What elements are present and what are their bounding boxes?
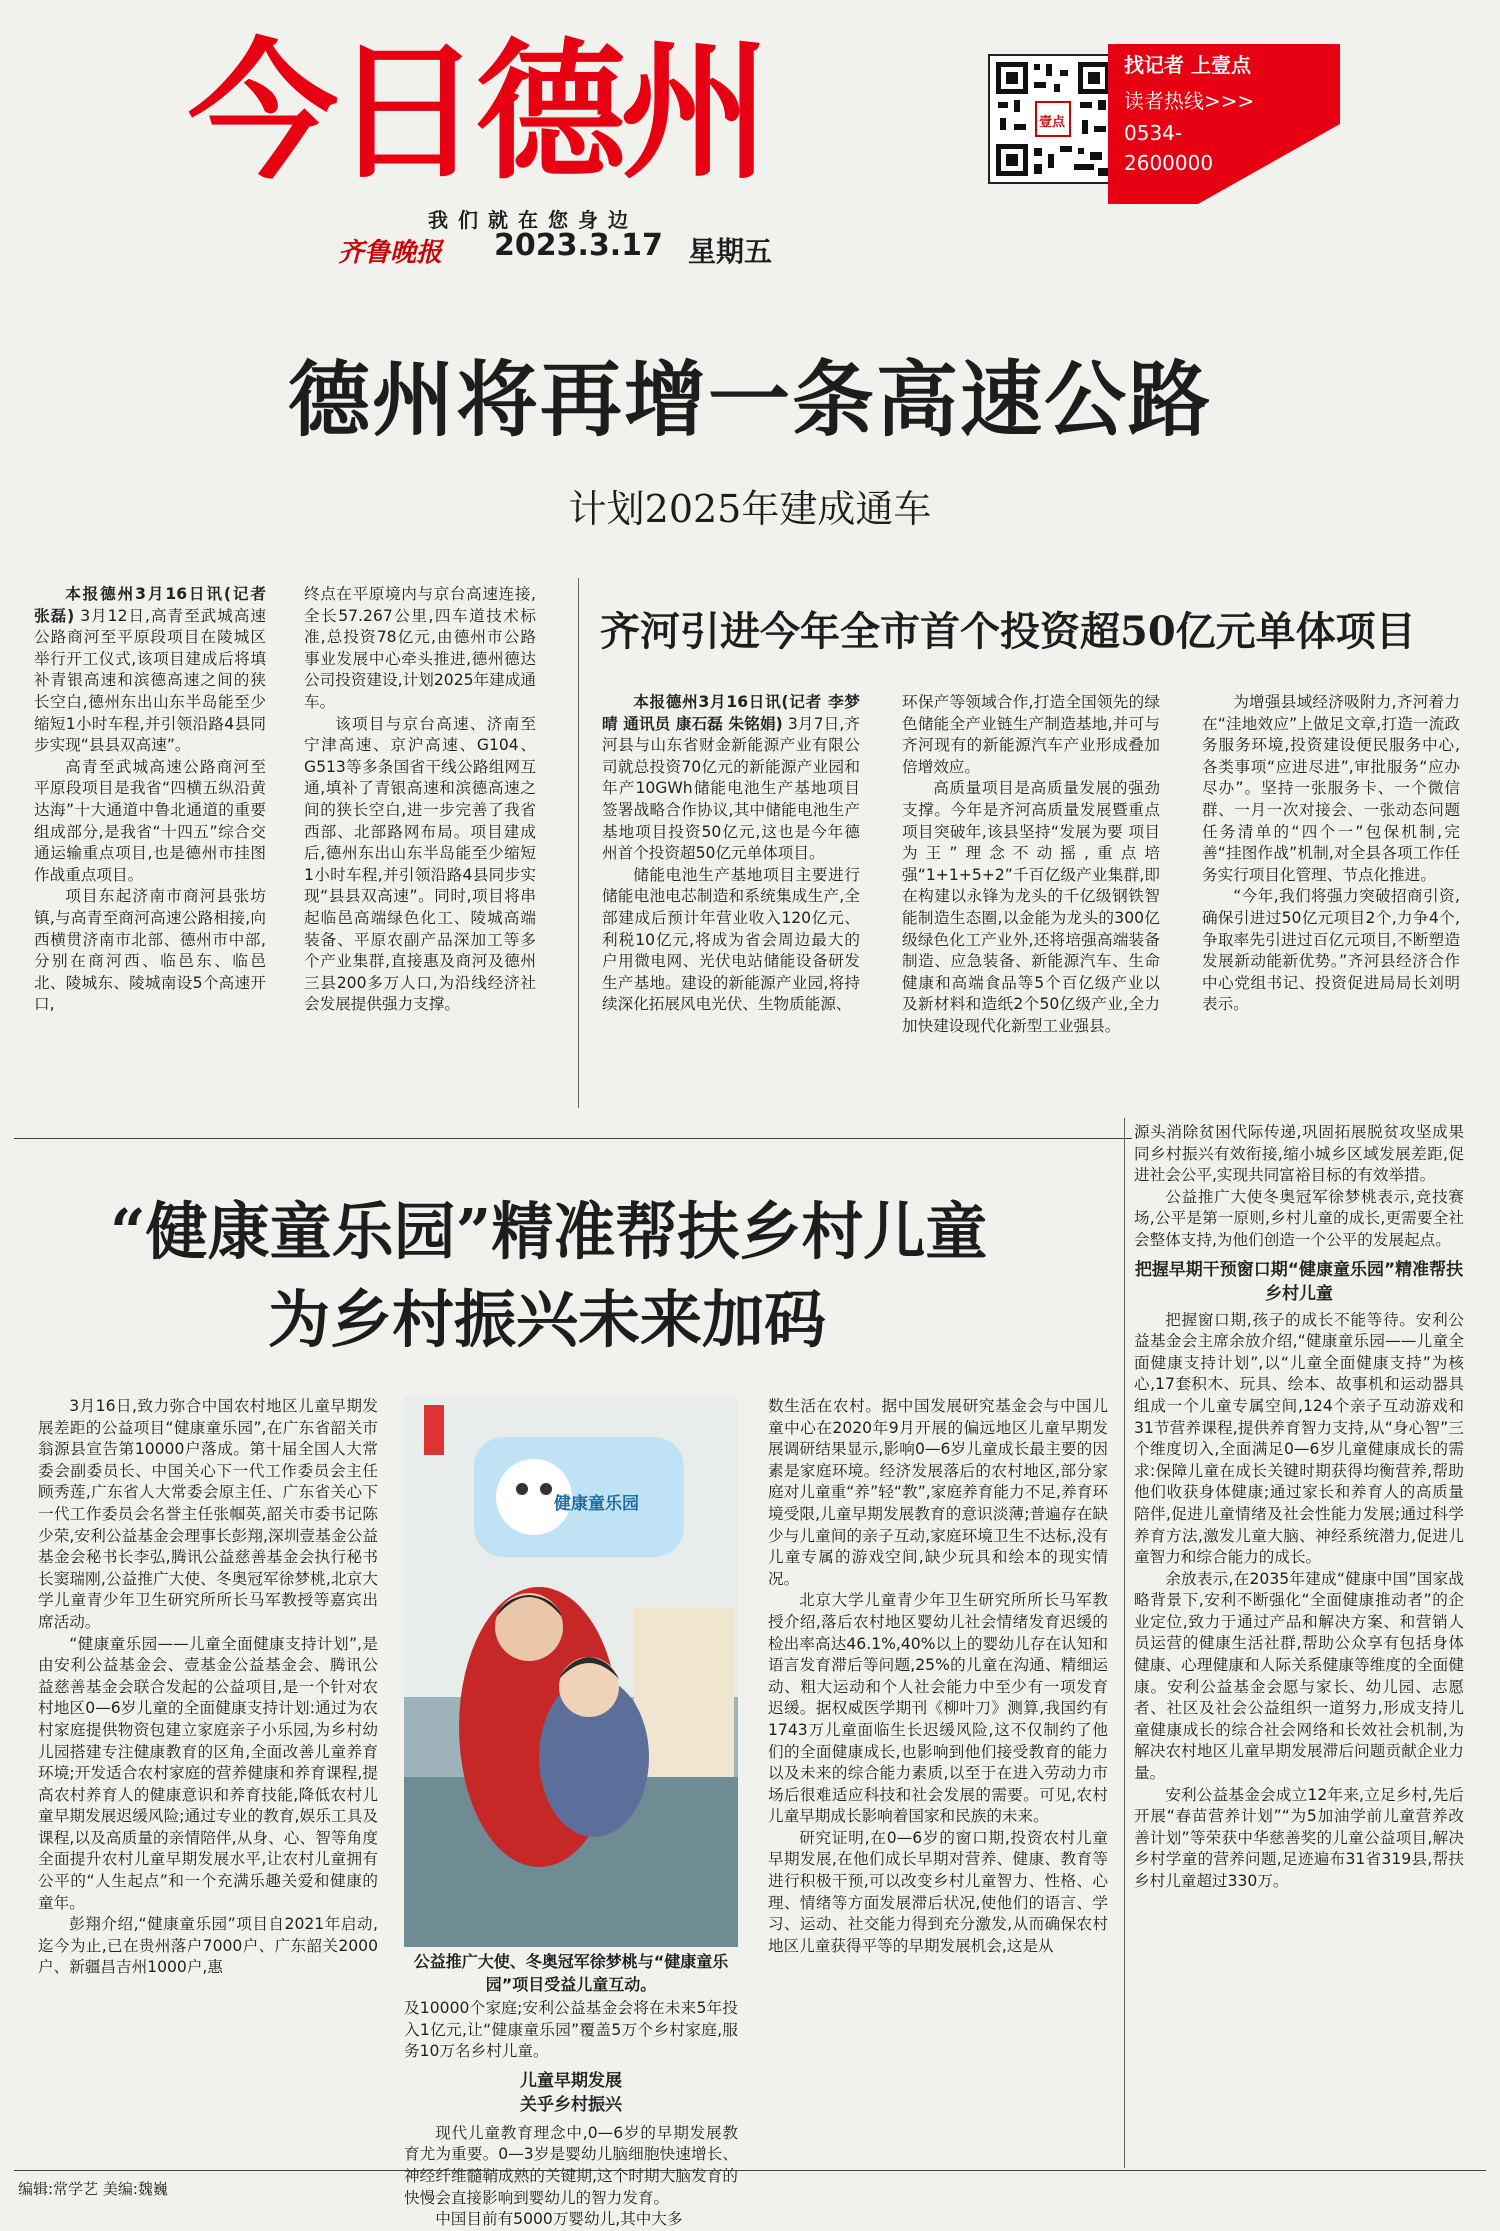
children-paragraph: 3月16日,致力弥合中国农村地区儿童早期发展差距的公益项目“健康童乐园”,在广东省韶关市翁源县宣告第10000户落成。第十届全国人大常委会副委员长、中国关心下一代工作委员会主任顾秀莲,广东省人大常委会原主任、广东省关心下一代工作委员会名誉主任张帼英,韶关市委书记陈少荣,安利公益基金会理事长彭翔,深圳壹基金公益基金会秘书长李弘,腾讯公益慈善基金会执行秘书长窦瑞刚,公益推广大使、冬奥冠军徐梦桃,北京大学儿童青少年卫生研究所所长马军教授等嘉宾出席活动。 [38,1397,378,1631]
investment-column-3 [1202,692,1460,1016]
lead-column-1 [34,584,266,1016]
lead-subheadline: 计划2025年建成通车 [568,487,932,531]
column-divider [1124,1118,1125,2168]
footer-editor: 编辑:常学艺 美编:魏巍 [18,2180,168,2198]
children-paragraph: 中国目前有5000万婴幼儿,其中大多 [435,2210,683,2229]
masthead-title: 今日德州 [188,26,765,200]
investment-column-1 [602,692,860,1016]
children-photo [404,1397,738,1947]
column-divider [578,578,579,1108]
footer-rule [14,2170,1486,2171]
children-paragraph: 余放表示,在2035年建成“健康中国”国家战略背景下,安利不断强化“全面健康推动者”的企业定位,致力于通过产品和解决方案、和营销人员运营的健康生活社群,帮助公众享有包括身体健康、心理健康和人际关系健康等维度的全面健康。安利公益基金会愿与家长、幼儿园、志愿者、社区及社会公益组织一道努力,形成支持儿童健康成长的综合社会网络和长效社会机制,为解决农村地区儿童早期发展滞后问题贡献企业力量。 [1134,1569,1464,1783]
children-headline-line-1: “健康童乐园”精准帮扶乡村儿童 [110,1195,988,1268]
hotline-label: 读者热线>>> [1124,89,1255,113]
lead-paragraph: 高青至武城高速公路商河至平原段项目是我省“四横五纵沿黄达海”十大通道中鲁北通道的重要组成部分,是我省“十四五”综合交通运输重点项目,也是德州市挂图作战重点项目。 [34,757,266,884]
investment-headline: 齐河引进今年全市首个投资超50亿元单体项目 [600,608,1416,655]
children-column-1 [38,1396,378,1979]
qr-badge: 壹点 [1039,115,1066,130]
reporter-line: 找记者 上壹点 [1124,53,1251,77]
photo-banner-text: 健康童乐园 [554,1494,639,1514]
photo-caption: 公益推广大使、冬奥冠军徐梦桃与“健康童乐园”项目受益儿童互动。 [413,1952,729,1994]
investment-byline: 本报德州3月16日讯(记者 李梦晴 通讯员 康石磊 朱铭娟) [602,693,860,733]
weekday: 星期五 [688,235,773,268]
children-paragraph: 及10000个家庭;安利公益基金会将在未来5年投入1亿元,让“健康童乐园”覆盖5万个乡村家庭,服务10万名乡村儿童。 [404,1999,738,2061]
issue-date: 2023.3.17 [494,228,663,263]
section-divider [14,1138,1132,1139]
lead-headline: 德州将再增一条高速公路 [287,352,1212,448]
photo-illustration [404,1397,738,1947]
children-paragraph: 把握窗口期,孩子的成长不能等待。安利公益基金会主席余放介绍,“健康童乐园——儿童全面健康支持计划”,以“儿童全面健康支持”为核心,17套积木、玩具、绘本、故事机和运动器具组成一个儿童专属空间,124个亲子互动游戏和31节营养课程,提供养育智力支持,从“身心智”三个维度切入,全面满足0—6岁儿童健康成长的需求:保障儿童在成长关键时期获得均衡营养,帮助他们收获身体健康;通过家长和养育人的高质量陪伴,促进儿童情绪及社会性能力发展;通过科学养育方法,激发儿童大脑、神经系统潜力,促进儿童智力和综合能力的成长。 [1134,1310,1464,1567]
children-paragraph: 北京大学儿童青少年卫生研究所所长马军教授介绍,落后农村地区婴幼儿社会情绪发育迟缓的检出率高达46.1%,40%以上的婴幼儿存在认知和语言发育滞后等问题,25%的儿童在沟通、精细运动、粗大运动和个人社会能力中至少有一项发育迟缓。据权威医学期刊《柳叶刀》测算,我国约有1743万儿童面临生长迟缓风险,这不仅制约了他们的全面健康成长,也影响到他们接受教育的能力以及未来的综合能力素质,以至于在进入劳动力市场后很难适应科技和社会发展的需要。可见,农村儿童早期成长影响着国家和民族的未来。 [768,1591,1108,1826]
subhead-line: 关乎乡村振兴 [520,2094,622,2115]
reader-hotline-panel [1108,44,1340,204]
lead-paragraph: 终点在平原境内与京台高速连接,全长57.267公里,四车道技术标准,总投资78亿元,由德州市公路事业发展中心牵头推进,德州德达公司投资建设,计划2025年建成通车。 [304,585,536,711]
qr-code[interactable] [988,54,1118,184]
hotline-number: 2600000 [1124,151,1214,175]
investment-paragraph: 高质量项目是高质量发展的强劲支撑。今年是齐河高质量发展暨重点项目突破年,该县坚持“发展为要 项目为王”理念不动摇,重点培强“1+1+5+2”千百亿级产业集群,即在构建以永锋为龙头的千亿级钢铁智能制造生态圈,以金能为龙头的300亿级绿色化工产业外,还将培强高端装备制造、应急装备、新能源汽车、生命健康和高端食品等5个百亿级产业以及新材料和造纸2个50亿级产业,全力加快建设现代化新型工业强县。 [902,779,1160,1035]
children-column-2 [404,1998,738,2231]
investment-paragraph: 3月7日,齐河县与山东省财金新能源产业有限公司就总投资70亿元的新能源产业园和年产10GWh储能电池生产基地项目签署战略合作协议,其中储能电池生产基地项目投资50亿元,这也是今年德州首个投资超50亿元单体项目。 [602,714,860,863]
children-paragraph: 现代儿童教育理念中,0—6岁的早期发展教育尤为重要。0—3岁是婴幼儿脑细胞快速增长、神经纤维髓鞘成熟的关键期,这个时期大脑发育的快慢会直接影响到婴幼儿的智力发育。 [404,2123,738,2207]
children-paragraph: 安利公益基金会成立12年来,立足乡村,先后开展“春苗营养计划”“为5加油学前儿童营养改善计划”等荣获中华慈善奖的儿童公益项目,解决乡村学童的营养问题,足迹遍布31省319县,帮扶乡村儿童超过330万。 [1134,1785,1464,1890]
investment-paragraph: 环保产等领域合作,打造全国领先的绿色储能全产业链生产制造基地,并可与齐河现有的新能源汽车产业形成叠加倍增效应。 [902,693,1160,776]
hotline-area: 0534- [1124,121,1183,145]
children-subhead-1 [404,2069,738,2117]
lead-paragraph: 3月12日,高青至武城高速公路商河至平原段项目在陵城区举行开工仪式,该项目建成后将填补青银高速和滨德高速之间的狭长空白,德州东出山东半岛能至少缩短1小时车程,并引领沿路4县同步实现“县县双高速”。 [34,606,266,755]
investment-paragraph: 储能电池生产基地项目主要进行储能电池电芯制造和系统集成生产,全部建成后预计年营业收入120亿元、利税10亿元,将成为省会周边最大的户用微电网、光伏电站储能设备研发生产基地。建设的新能源产业园,将持续深化拓展风电光伏、生物质能源、 [602,865,860,1014]
investment-column-2 [902,692,1160,1038]
investment-paragraph: “今年,我们将强力突破招商引资,确保引进过50亿元项目2个,力争4个,争取率先引进过百亿元项目,不断塑造发展新动能新优势。”齐河县经济合作中心党组书记、投资促进局局长刘明表示。 [1202,887,1460,1014]
children-paragraph: 研究证明,在0—6岁的窗口期,投资农村儿童早期发展,在他们成长早期对营养、健康、教育等进行积极干预,可以改变乡村儿童智力、性格、心理、情绪等方面发展滞后状况,使他们的语言、学习、运动、社交能力得到充分激发,从而确保农村地区儿童获得平等的早期发展机会,这是从 [768,1828,1108,1955]
children-paragraph: 源头消除贫困代际传递,巩固拓展脱贫攻坚成果同乡村振兴有效衔接,缩小城乡区域发展差距,促进社会公平,实现共同富裕目标的有效举措。 [1134,1123,1464,1185]
paper-name: 齐鲁晚报 [338,238,443,268]
children-subhead-2: 把握早期干预窗口期“健康童乐园”精准帮扶乡村儿童 [1134,1259,1464,1304]
lead-paragraph: 项目东起济南市商河县张坊镇,与高青至商河高速公路相接,向西横贯济南市北部、德州市中部,分别在商河西、临邑东、临邑北、陵城东、陵城南设5个高速开口, [34,887,266,1014]
lead-paragraph: 该项目与京台高速、济南至宁津高速、京沪高速、G104、G513等多条国省干线公路组网互通,填补了青银高速和滨德高速之间的狭长空白,进一步完善了我省西部、北部路网布局。项目建成后,德州东出山东半岛能至少缩短1小时车程,并引领沿路4县同步实现“县县双高速”。同时,项目将串起临邑高端绿色化工、陵城高端装备、平原农副产品深加工等多个产业集群,直接惠及商河及德州三县200多万人口,为沿线经济社会发展提供强力支撑。 [304,714,536,1014]
children-paragraph: 彭翔介绍,“健康童乐园”项目自2021年启动,迄今为止,已在贵州落户7000户、广东韶关2000户、新疆昌吉州1000户,惠 [38,1915,378,1977]
slogan: 我们就在您身边 [428,208,638,232]
children-headline-line-2: 为乡村振兴未来加码 [268,1283,827,1356]
lead-column-2 [304,584,536,1016]
children-paragraph: 公益推广大使冬奥冠军徐梦桃表示,竞技赛场,公平是第一原则,乡村儿童的成长,更需要全社会整体支持,为他们创造一个公平的发展起点。 [1134,1187,1464,1249]
investment-paragraph: 为增强县域经济吸附力,齐河着力在“洼地效应”上做足文章,打造一流政务服务环境,投资建设便民服务中心,各类事项“应进尽进”,审批服务“应办尽办”。坚持一张服务卡、一个微信群、一月一次对接会、一张动态问题任务清单的“四个一”包保机制,完善“挂图作战”机制,对全县各项工作任务实行项目化管理、节点化推进。 [1202,693,1460,884]
children-paragraph: “健康童乐园——儿童全面健康支持计划”,是由安利公益基金会、壹基金公益基金会、腾讯公益慈善基金会联合发起的公益项目,是一个针对农村地区0—6岁儿童的全面健康支持计划:通过为农村家庭提供物资包建立家庭亲子小乐园,为乡村幼儿园搭建专注健康教育的区角,全面改善儿童养育环境;开发适合农村家庭的营养健康和养育课程,提高农村养育人的健康意识和养育技能,降低农村儿童早期发展迟缓风险;通过专业的教育,娱乐工具及课程,以及高质量的亲情陪伴,从身、心、智等角度全面提升农村儿童早期发展水平,让农村儿童拥有公平的“人生起点”和一个充满乐趣关爱和健康的童年。 [38,1634,378,1912]
children-column-4 [1134,1122,1464,1893]
children-paragraph: 数生活在农村。据中国发展研究基金会与中国儿童中心在2020年9月开展的偏远地区儿童早期发展调研结果显示,影响0—6岁儿童成长最主要的因素是家庭环境。经济发展落后的农村地区,部分家庭对儿童重“养”轻“教”,家庭养育能力不足,养育环境受限,儿童早期发展教育的意识淡薄;普遍存在缺少与儿童间的亲子互动,家庭环境卫生不达标,没有儿童专属的游戏空间,缺少玩具和绘本的现实情况。 [768,1397,1108,1588]
lead-byline: 本报德州3月16日讯(记者 张磊) [34,585,266,625]
subhead-line: 儿童早期发展 [520,2070,622,2091]
children-column-3 [768,1396,1108,1957]
